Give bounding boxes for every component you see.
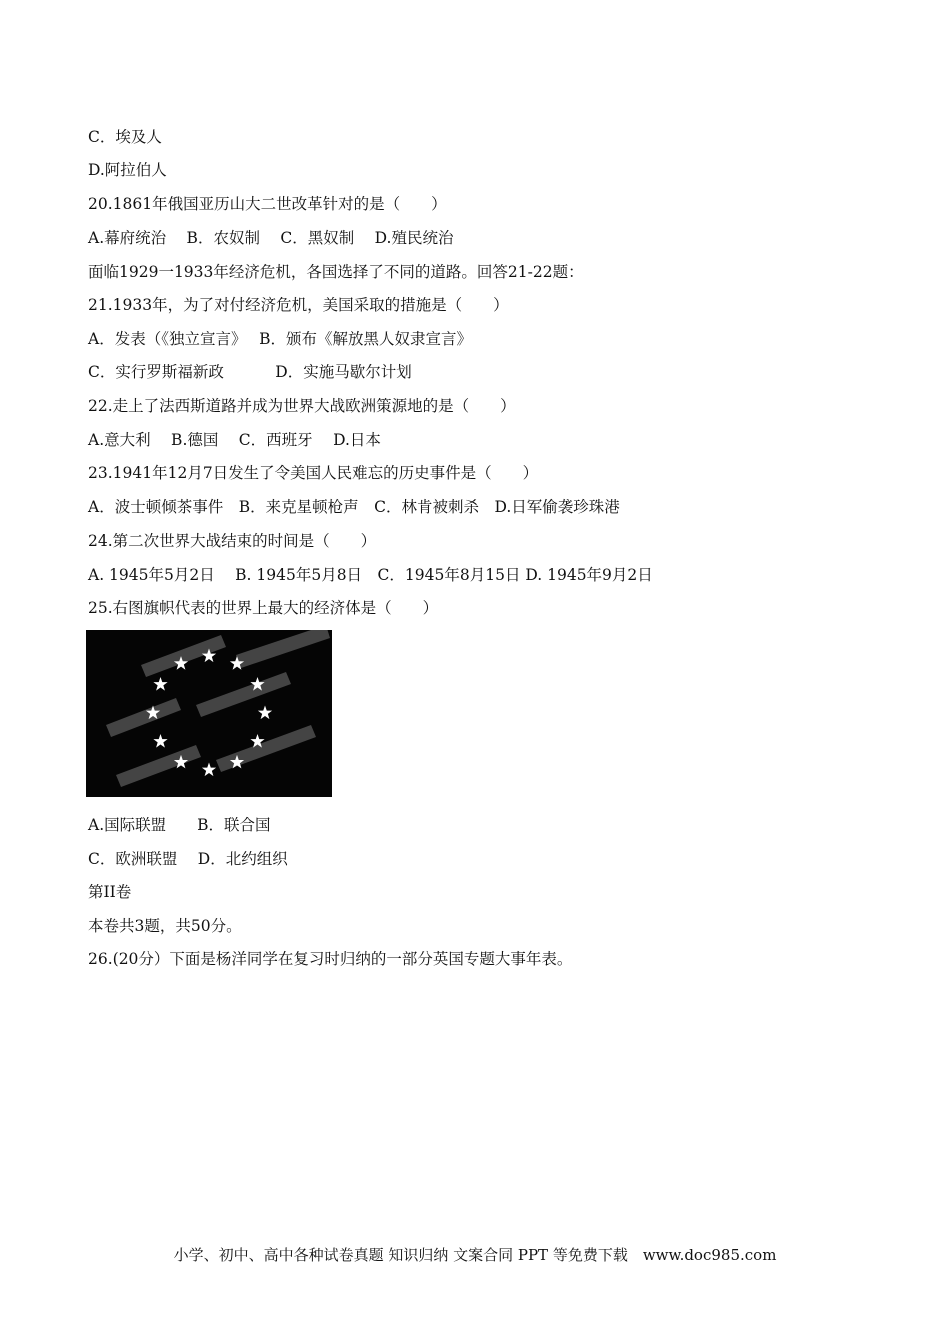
question-22-options: A.意大利 B.德国 C．西班牙 D.日本	[88, 431, 381, 449]
question-26: 26.(20分）下面是杨洋同学在复习时归纳的一部分英国专题大事年表。	[88, 950, 573, 968]
option-d-arabs: D.阿拉伯人	[88, 161, 167, 179]
question-23: 23.1941年12月7日发生了令美国人民难忘的历史事件是（ ）	[88, 464, 539, 482]
question-25-options-ab: A.国际联盟 B．联合国	[88, 816, 271, 834]
option-c-egyptians: C．埃及人	[88, 128, 162, 146]
question-24-options: A. 1945年5月2日 B. 1945年5月8日 C．1945年8月15日 D. 1945年9月2日	[88, 566, 653, 584]
question-20-options: A.幕府统治 B．农奴制 C．黑奴制 D.殖民统治	[88, 229, 454, 247]
volume-two-heading: 第II卷	[88, 883, 132, 901]
question-20: 20.1861年俄国亚历山大二世改革针对的是（ ）	[88, 195, 447, 213]
question-25-options-cd: C．欧洲联盟 D．北约组织	[88, 850, 288, 868]
question-21: 21.1933年，为了对付经济危机，美国采取的措施是（ ）	[88, 296, 509, 314]
question-21-options-cd: C．实行罗斯福新政 D．实施马歇尔计划	[88, 363, 412, 381]
section-intro-21-22: 面临1929一1933年经济危机，各国选择了不同的道路。回答21-22题：	[88, 263, 584, 281]
footer-banner: 小学、初中、高中各种试卷真题 知识归纳 文案合同 PPT 等免费下载 www.doc985.com	[173, 1246, 777, 1264]
question-22: 22.走上了法西斯道路并成为世界大战欧洲策源地的是（ ）	[88, 397, 516, 415]
eu-flag-icon	[86, 630, 332, 797]
question-21-options-ab: A．发表（《独立宣言》 B．颁布《解放黑人奴隶宣言》	[88, 330, 473, 348]
question-25: 25.右图旗帜代表的世界上最大的经济体是（ ）	[88, 599, 439, 617]
question-23-options: A．波士顿倾茶事件 B．来克星顿枪声 C．林肯被刺杀 D.日军偷袭珍珠港	[88, 498, 620, 516]
volume-two-note: 本卷共3题，共50分。	[88, 917, 242, 935]
question-24: 24.第二次世界大战结束的时间是（ ）	[88, 532, 377, 550]
